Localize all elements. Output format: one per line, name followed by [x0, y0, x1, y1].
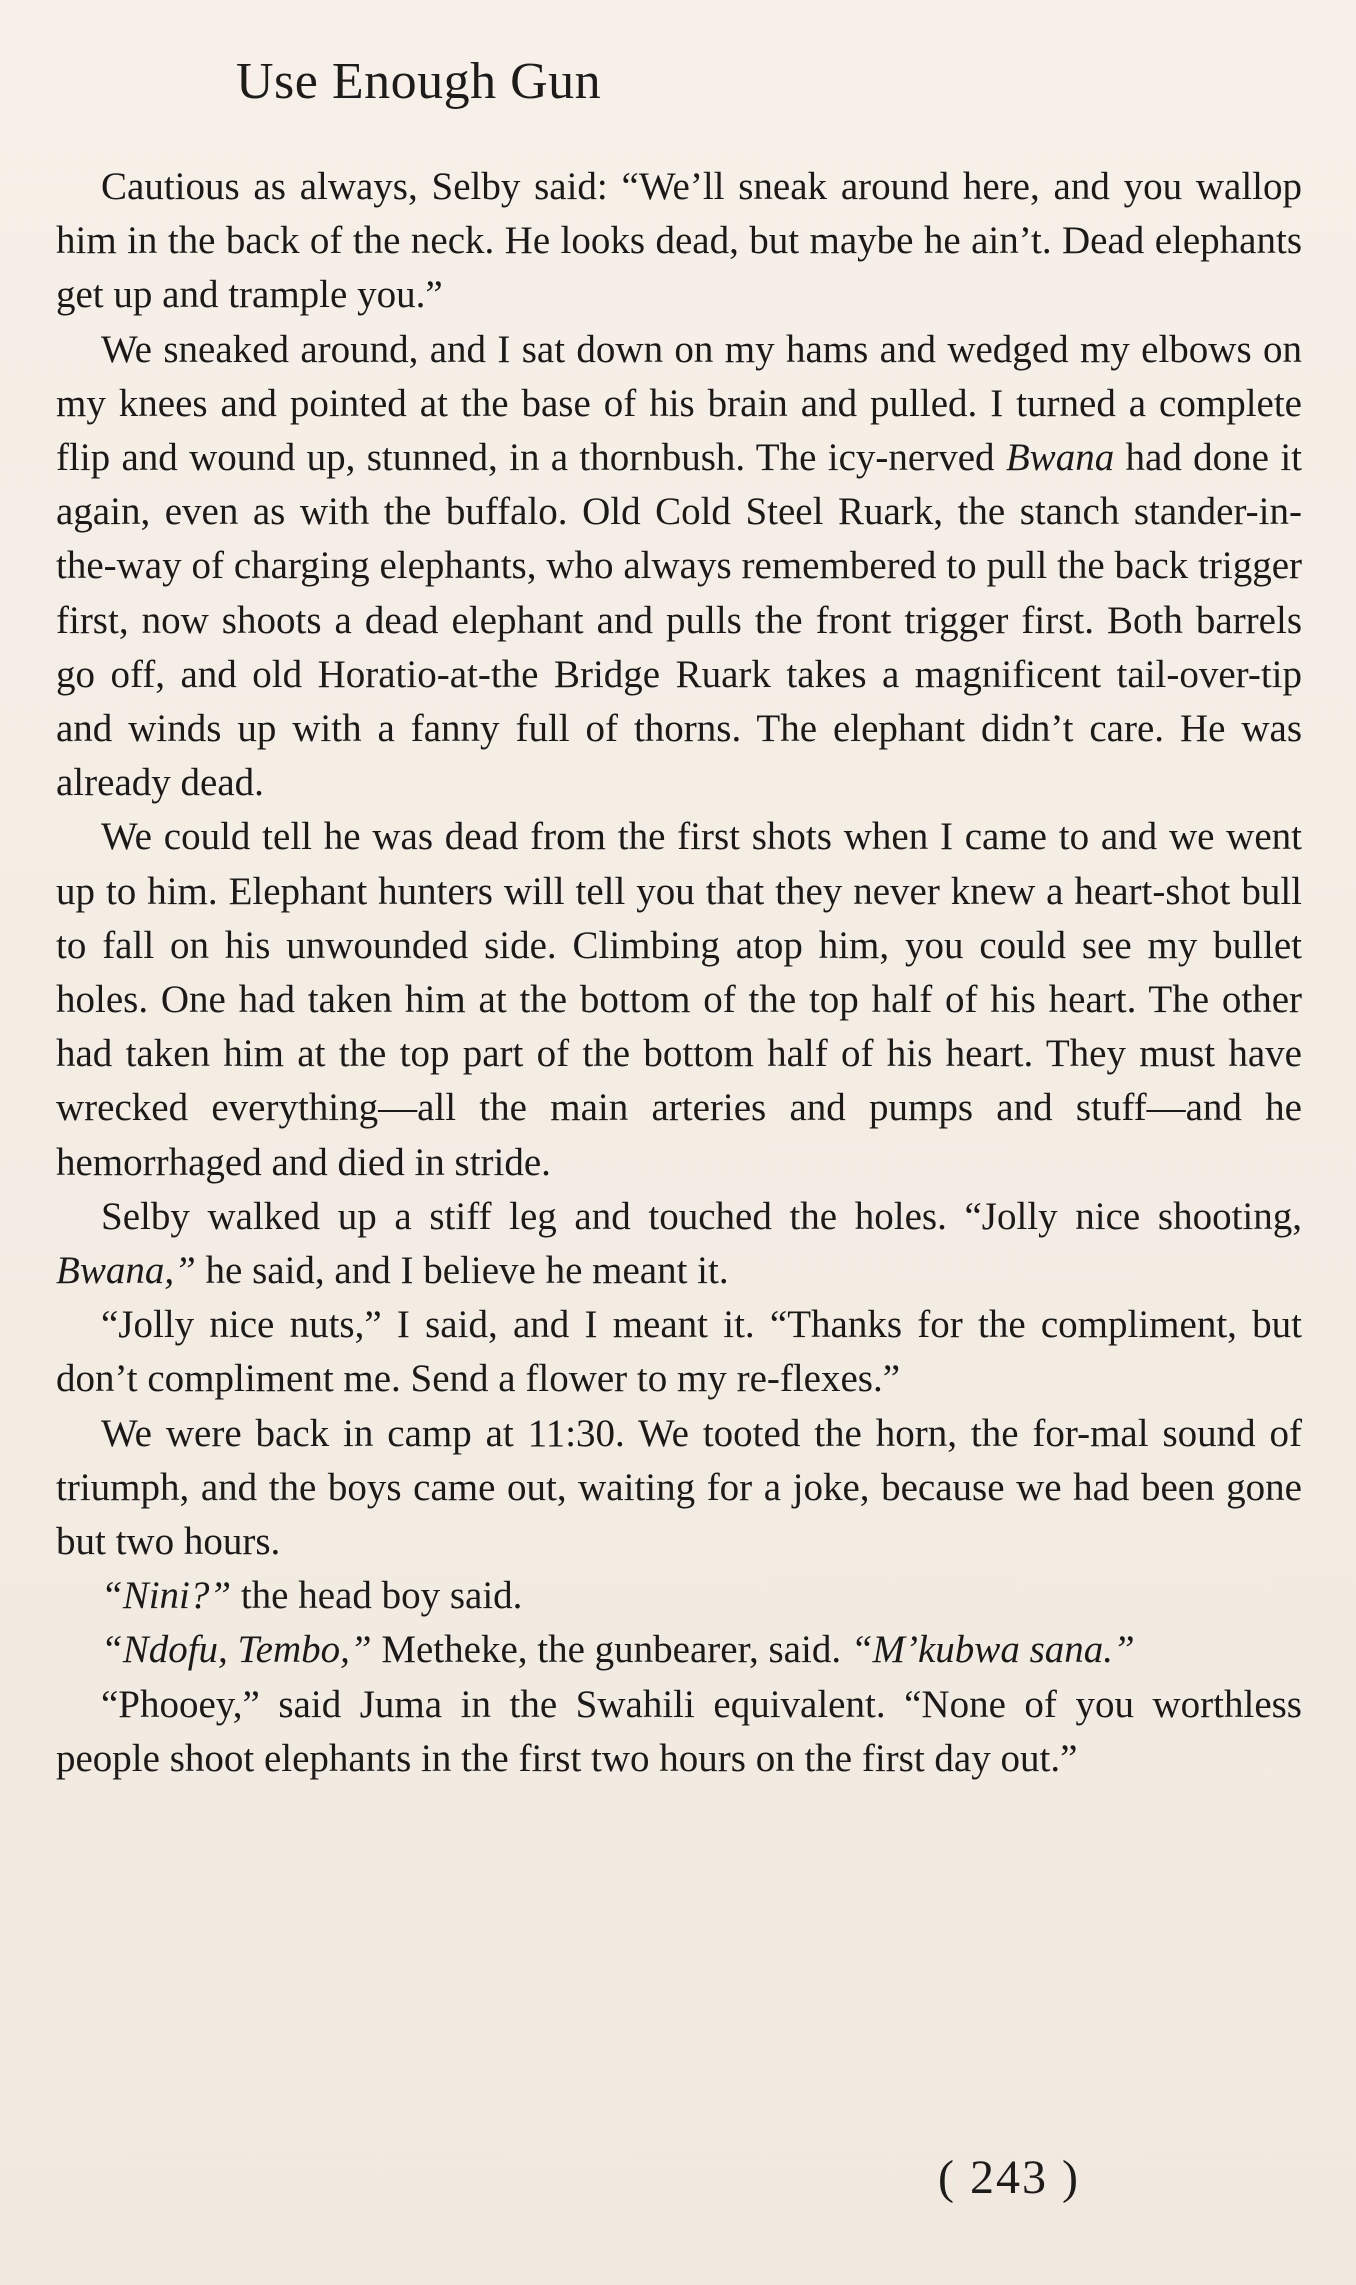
paragraph-4 — [56, 1190, 1302, 1298]
page-number: ( 243 ) — [938, 2151, 1080, 2204]
running-head: Use Enough Gun — [236, 53, 602, 110]
paragraph-8-text: “Ndofu, Tembo,” Metheke, the gunbearer, said. “M’kubwa sana.” — [101, 1628, 1135, 1672]
paragraph-1: Cautious as always, Selby said: “We’ll sneak around here, and you wallop him in the back of the neck. He looks dead, but maybe he ain’t. Dead elephants get up and trample you.” — [56, 165, 1302, 317]
paragraph-6: We were back in camp at 11:30. We tooted the horn, the for-mal sound of triumph, and the boys came out, waiting for a joke, because we had been gone but two hours. — [56, 1411, 1302, 1564]
paragraph-7 — [56, 1569, 1302, 1623]
paragraph-4-text: Selby walked up a stiff leg and touched the holes. “Jolly nice shooting, Bwana,” he said, and I believe he meant it. — [56, 1194, 1302, 1293]
body-text — [56, 160, 1302, 1786]
italic-text: “Ndofu, Tembo,” — [101, 1628, 372, 1672]
paragraph-9: “Phooey,” said Juma in the Swahili equivalent. “None of you worthless people shoot elephants in the first two hours on the first day out.” — [56, 1682, 1302, 1780]
paragraph-5: “Jolly nice nuts,” I said, and I meant it. “Thanks for the compliment, but don’t compliment me. Send a flower to my re-flexes.” — [56, 1303, 1302, 1401]
paragraph-2 — [56, 323, 1302, 811]
italic-text: Bwana — [1005, 436, 1115, 480]
paragraph-8 — [56, 1623, 1302, 1677]
paragraph-3: We could tell he was dead from the first shots when I came to and we went up to him. Elephant hunters will tell you that they never knew a heart-shot bull to fall on his unwounded side. Climbing atop him, you could see my bullet holes. One had taken him at the bottom of the top half of his heart. The other had taken him at the top part of the bottom half of his heart. They must have wrecked everything—all the main arteries and pumps and stuff—and he hemorrhaged and died in stride. — [56, 815, 1302, 1184]
paragraph-2-text: We sneaked around, and I sat down on my hams and wedged my elbows on my knees and pointed at the base of his brain and pulled. I turned a complete flip and wound up, stunned, in a thornbush. The icy-nerved Bwana had done it again, even as with the buffalo. Old Cold Steel Ruark, the stanch stander-in-the-way of charging elephants, who always remembered to pull the back trigger first, now shoots a dead elephant and pulls the front trigger first. Both barrels go off, and old Horatio-at-the Bridge Ruark takes a magnificent tail-over-tip and winds up with a fanny full of thorns. The elephant didn’t care. He was already dead. — [56, 327, 1302, 805]
italic-text: “Nini?” — [101, 1574, 232, 1618]
paragraph-7-text: “Nini?” the head boy said. — [101, 1574, 523, 1618]
italic-text: Bwana,” — [56, 1249, 196, 1293]
italic-text: “M’kubwa sana.” — [850, 1628, 1135, 1672]
